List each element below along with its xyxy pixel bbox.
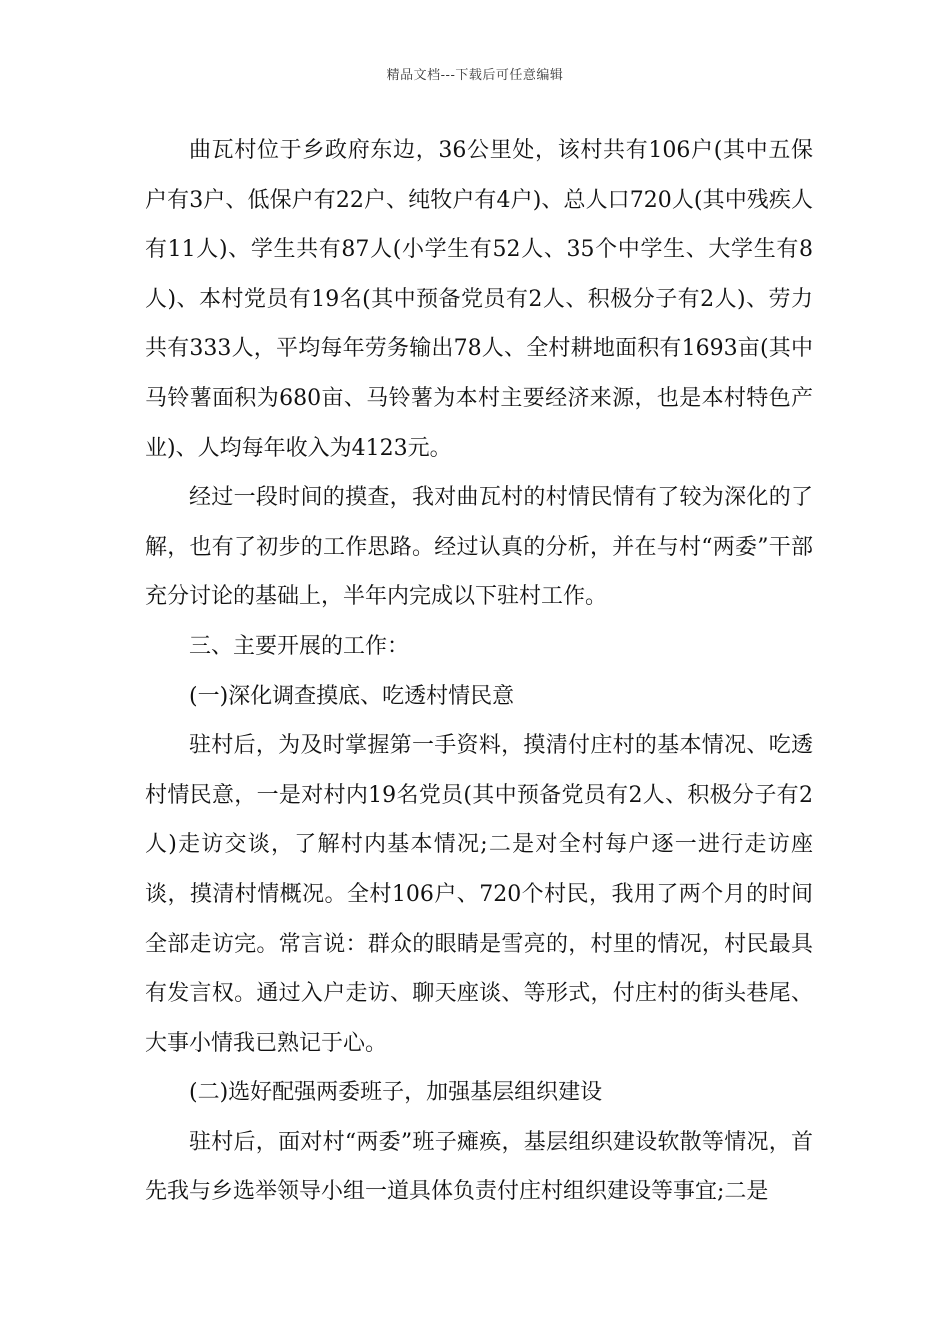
paragraph: 经过一段时间的摸查，我对曲瓦村的村情民情有了较为深化的了解，也有了初步的工作思路。经过认真的分析，并在与村“两委”干部充分讨论的基础上，半年内完成以下驻村工作。 — [145, 485, 813, 610]
section-heading: 三、主要开展的工作： — [189, 633, 410, 659]
subsection-heading: (二)选好配强两委班子，加强基层组织建设 — [189, 1080, 603, 1106]
subsection-heading: (一)深化调查摸底、吃透村情民意 — [189, 683, 515, 709]
paragraph: 曲瓦村位于乡政府东边，36公里处，该村共有106户(其中五保户有3户、低保户有22户、纯牧户有4户)、总人口720人(其中残疾人有11人)、学生共有87人(小学生有52人、35个中学生、大学生有8人)、本村党员有19名(其中预备党员有2人、积极分子有2人)、劳力共有333人，平均每年劳务输出78人、全村耕地面积有1693亩(其中马铃薯面积为680亩、马铃薯为本村主要经济来源，也是本村特色产业)、人均每年收入为4123元。 — [145, 138, 813, 461]
page-header: 精品文档---下载后可任意编辑 — [386, 68, 564, 83]
paragraph: 驻村后，为及时掌握第一手资料，摸清付庄村的基本情况、吃透村情民意，一是对村内19名党员(其中预备党员有2人、积极分子有2人)走访交谈，了解村内基本情况;二是对全村每户逐一进行走访座谈，摸清村情概况。全村106户、720个村民，我用了两个月的时间全部走访完。常言说：群众的眼睛是雪亮的，村里的情况，村民最具有发言权。通过入户走访、聊天座谈、等形式，付庄村的街头巷尾、大事小情我已熟记于心。 — [145, 733, 814, 1056]
document-body — [145, 126, 813, 1217]
paragraph: 驻村后，面对村“两委”班子瘫痪，基层组织建设软散等情况，首先我与乡选举领导小组一道具体负责付庄村组织建设等事宜;二是 — [145, 1129, 813, 1205]
